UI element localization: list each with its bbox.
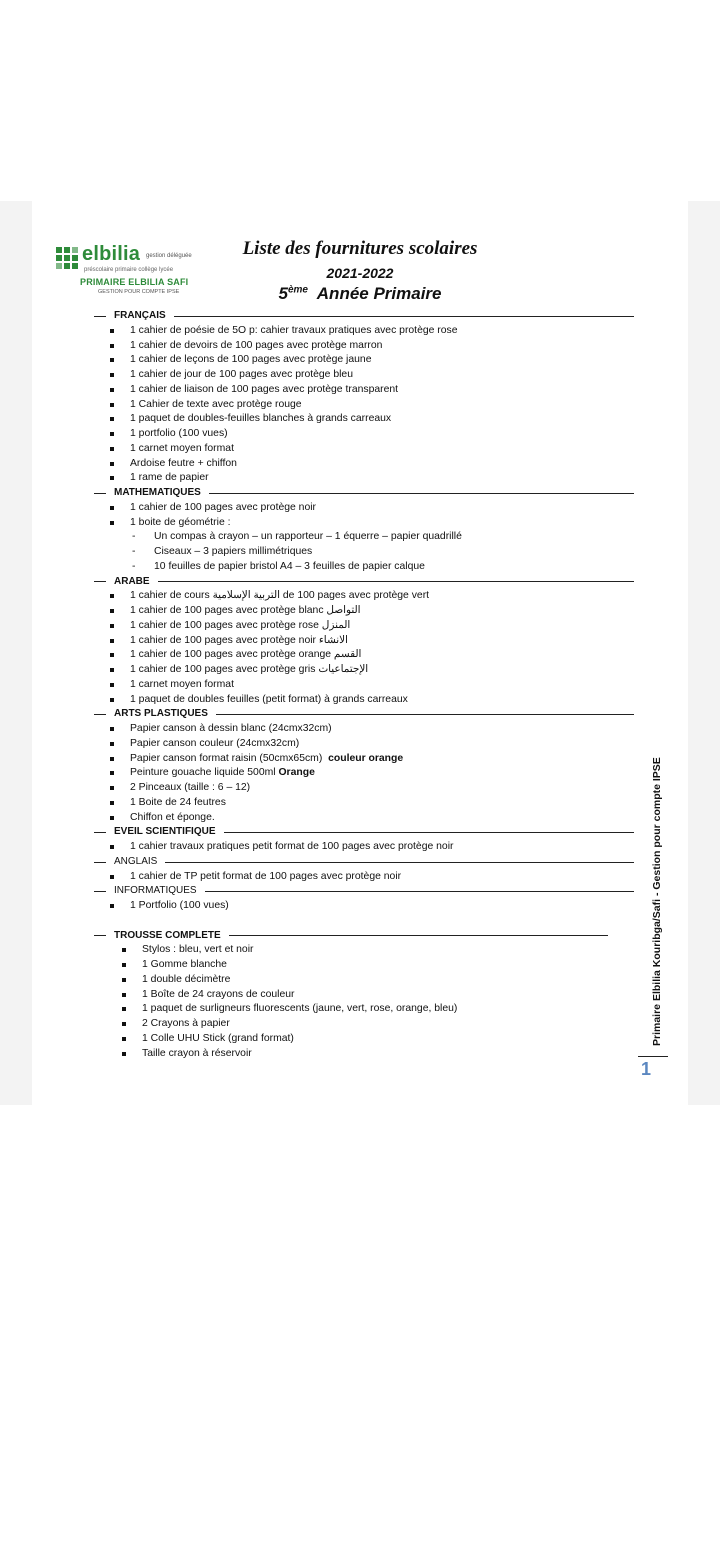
section-informatiques: [94, 884, 634, 899]
list-item: 1 cahier de leçons de 100 pages avec protège jaune: [94, 353, 634, 368]
list-item: Ardoise feutre + chiffon: [94, 457, 634, 472]
section-arts-plastiques: [94, 707, 634, 722]
list-item: 1 cahier de poésie de 5O p: cahier travaux pratiques avec protège rose: [94, 324, 634, 339]
list-item: 1 Cahier de texte avec protège rouge: [94, 398, 634, 413]
section-title: ARABE: [114, 575, 150, 587]
list-item: 1 Gomme blanche: [94, 958, 634, 973]
list-item: 1 carnet moyen format: [94, 442, 634, 457]
list-item: Chiffon et éponge.: [94, 811, 634, 826]
supply-list: [94, 309, 634, 1061]
item-bold-note: Orange: [278, 767, 315, 779]
item-text: Peinture gouache liquide 500ml: [130, 767, 276, 779]
list-item: 1 cahier de 100 pages avec protège noir الانشاء: [94, 634, 634, 649]
logo-school-name: PRIMAIRE ELBILIA SAFI: [80, 277, 189, 287]
list-subitem: - Un compas à crayon – un rapporteur – 1 équerre – papier quadrillé: [94, 530, 634, 545]
logo-name: elbilia: [82, 243, 141, 265]
section-title: ANGLAIS: [114, 855, 158, 867]
logo-levels: préscolaire primaire collège lycée: [84, 267, 174, 273]
side-footer-text: Primaire Elbilia Kouribga/Safi - Gestion pour compte IPSE: [651, 757, 663, 1046]
list-item: 1 double décimètre: [94, 973, 634, 988]
list-item: Papier canson couleur (24cmx32cm): [94, 737, 634, 752]
list-item: 1 cahier de 100 pages avec protège gris الإجتماعيات: [94, 663, 634, 678]
section-francais: [94, 309, 634, 324]
list-item: 1 cahier de cours التربية الإسلامية de 100 pages avec protège vert: [94, 589, 634, 604]
section-eveil-scientifique: [94, 825, 634, 840]
grade-sup: ème: [287, 284, 308, 296]
list-item: 1 cahier de TP petit format de 100 pages avec protège noir: [94, 870, 634, 885]
section-title: INFORMATIQUES: [114, 885, 197, 897]
section-mathematiques: [94, 486, 634, 501]
list-subitem: - Ciseaux – 3 papiers millimétriques: [94, 545, 634, 560]
list-item: Stylos : bleu, vert et noir: [94, 943, 634, 958]
list-item: 1 cahier de 100 pages avec protège noir: [94, 501, 634, 516]
list-item: 1 portfolio (100 vues): [94, 427, 634, 442]
footer-divider: [638, 1056, 668, 1057]
section-title: MATHEMATIQUES: [114, 487, 201, 498]
list-item: Taille crayon à réservoir: [94, 1047, 634, 1062]
section-title: FRANÇAIS: [114, 310, 166, 321]
grade-text: Année Primaire: [316, 284, 442, 303]
list-item: 1 Portfolio (100 vues): [94, 899, 634, 914]
list-item: 1 rame de papier: [94, 471, 634, 486]
list-item: 1 boite de géométrie :: [94, 516, 634, 531]
list-item: 1 cahier de devoirs de 100 pages avec protège marron: [94, 339, 634, 354]
list-item: [94, 752, 634, 767]
grade-heading: [226, 284, 494, 304]
list-item: 1 cahier de liaison de 100 pages avec protège transparent: [94, 383, 634, 398]
list-item: 1 Colle UHU Stick (grand format): [94, 1032, 634, 1047]
document-title: Liste des fournitures scolaires: [242, 238, 478, 259]
list-item: 1 paquet de doubles-feuilles blanches à grands carreaux: [94, 412, 634, 427]
list-item: Papier canson à dessin blanc (24cmx32cm): [94, 722, 634, 737]
item-text: Papier canson format raisin (50cmx65cm): [130, 752, 323, 764]
spacer: [94, 914, 634, 929]
list-item: 1 cahier de jour de 100 pages avec protège bleu: [94, 368, 634, 383]
section-title: TROUSSE COMPLETE: [114, 929, 221, 941]
list-item: 1 paquet de surligneurs fluorescents (jaune, vert, rose, orange, bleu): [94, 1002, 634, 1017]
list-item: 1 carnet moyen format: [94, 678, 634, 693]
section-title: ARTS PLASTIQUES: [114, 708, 208, 720]
list-item: 2 Pinceaux (taille : 6 – 12): [94, 781, 634, 796]
school-year: 2021-2022: [326, 265, 394, 281]
logo-squares-icon: [56, 247, 78, 269]
grade-number: 5: [278, 284, 288, 303]
list-item: 1 cahier de 100 pages avec protège rose المنزل: [94, 619, 634, 634]
section-anglais: [94, 855, 634, 870]
list-item: [94, 766, 634, 781]
page-number: 1: [641, 1059, 652, 1079]
section-arabe: [94, 575, 634, 590]
logo-compte: GESTION POUR COMPTE IPSE: [98, 289, 180, 295]
list-item: 1 cahier travaux pratiques petit format de 100 pages avec protège noir: [94, 840, 634, 855]
logo-tagline: gestion déléguée: [146, 253, 192, 259]
elbilia-logo: [56, 243, 196, 303]
list-item: 1 Boite de 24 feutres: [94, 796, 634, 811]
item-bold-note: couleur orange: [328, 752, 404, 764]
document-page: [32, 201, 688, 1105]
section-trousse-complete: [94, 929, 634, 944]
list-item: 1 paquet de doubles feuilles (petit format) à grands carreaux: [94, 693, 634, 708]
list-item: 2 Crayons à papier: [94, 1017, 634, 1032]
list-subitem: - 10 feuilles de papier bristol A4 – 3 feuilles de papier calque: [94, 560, 634, 575]
list-item: 1 Boîte de 24 crayons de couleur: [94, 988, 634, 1003]
section-title: EVEIL SCIENTIFIQUE: [114, 826, 216, 838]
list-item: 1 cahier de 100 pages avec protège orange القسم: [94, 648, 634, 663]
list-item: 1 cahier de 100 pages avec protège blanc التواصل: [94, 604, 634, 619]
